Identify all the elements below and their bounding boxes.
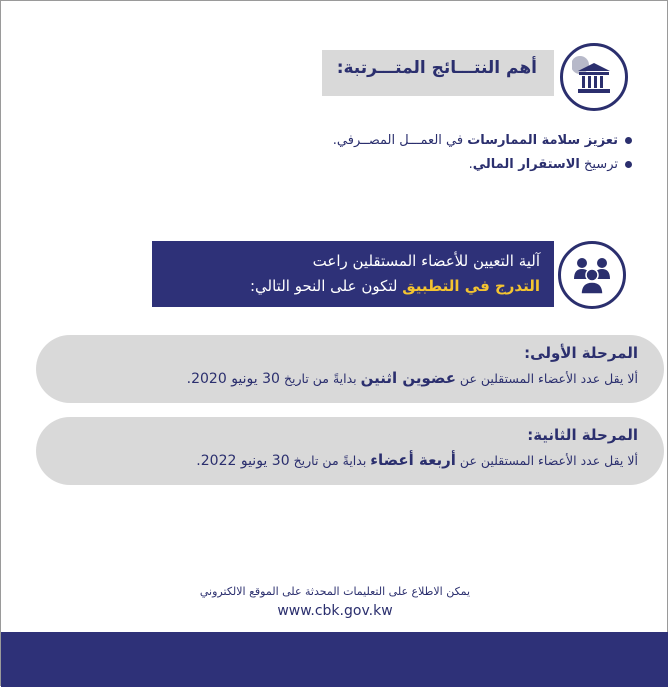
people-icon-circle bbox=[558, 241, 626, 309]
results-heading: أهم النتـــائج المتـــرتبة: bbox=[336, 58, 537, 78]
mechanism-highlight: التدرج في التطبيق bbox=[402, 277, 540, 295]
footer-bar bbox=[1, 632, 668, 687]
phase-card-2 bbox=[36, 417, 664, 485]
mechanism-box bbox=[152, 241, 554, 307]
phase-title: المرحلة الثانية: bbox=[527, 426, 638, 444]
list-item: ترسيخ الاستقرار المالي. bbox=[333, 153, 632, 177]
footer-website-link[interactable]: www.cbk.gov.kw bbox=[277, 603, 393, 619]
people-group-icon bbox=[571, 255, 613, 295]
footer-note: يمكن الاطلاع على التعليمات المحدثة على الموقع الالكتروني bbox=[199, 585, 471, 598]
phase-title: المرحلة الأولى: bbox=[524, 344, 638, 362]
mechanism-line-1: آلية التعيين للأعضاء المستقلين راعت bbox=[312, 252, 540, 270]
phase-text: ألا يقل عدد الأعضاء المستقلين عن عضوين اثنين بدايةً من تاريخ 30 يونيو 2020. bbox=[186, 369, 638, 387]
bank-icon-circle bbox=[560, 43, 628, 111]
mechanism-line-2: التدرج في التطبيق لتكون على النحو التالي: bbox=[249, 277, 540, 295]
list-item: تعزيز سلامة الممارسات في العمـــل المصــرفي. bbox=[333, 129, 632, 153]
phase-text: ألا يقل عدد الأعضاء المستقلين عن أربعة أعضاء بدايةً من تاريخ 30 يونيو 2022. bbox=[196, 451, 638, 469]
phase-card-1 bbox=[36, 335, 664, 403]
results-list bbox=[333, 129, 632, 177]
bank-building-icon bbox=[572, 55, 616, 99]
